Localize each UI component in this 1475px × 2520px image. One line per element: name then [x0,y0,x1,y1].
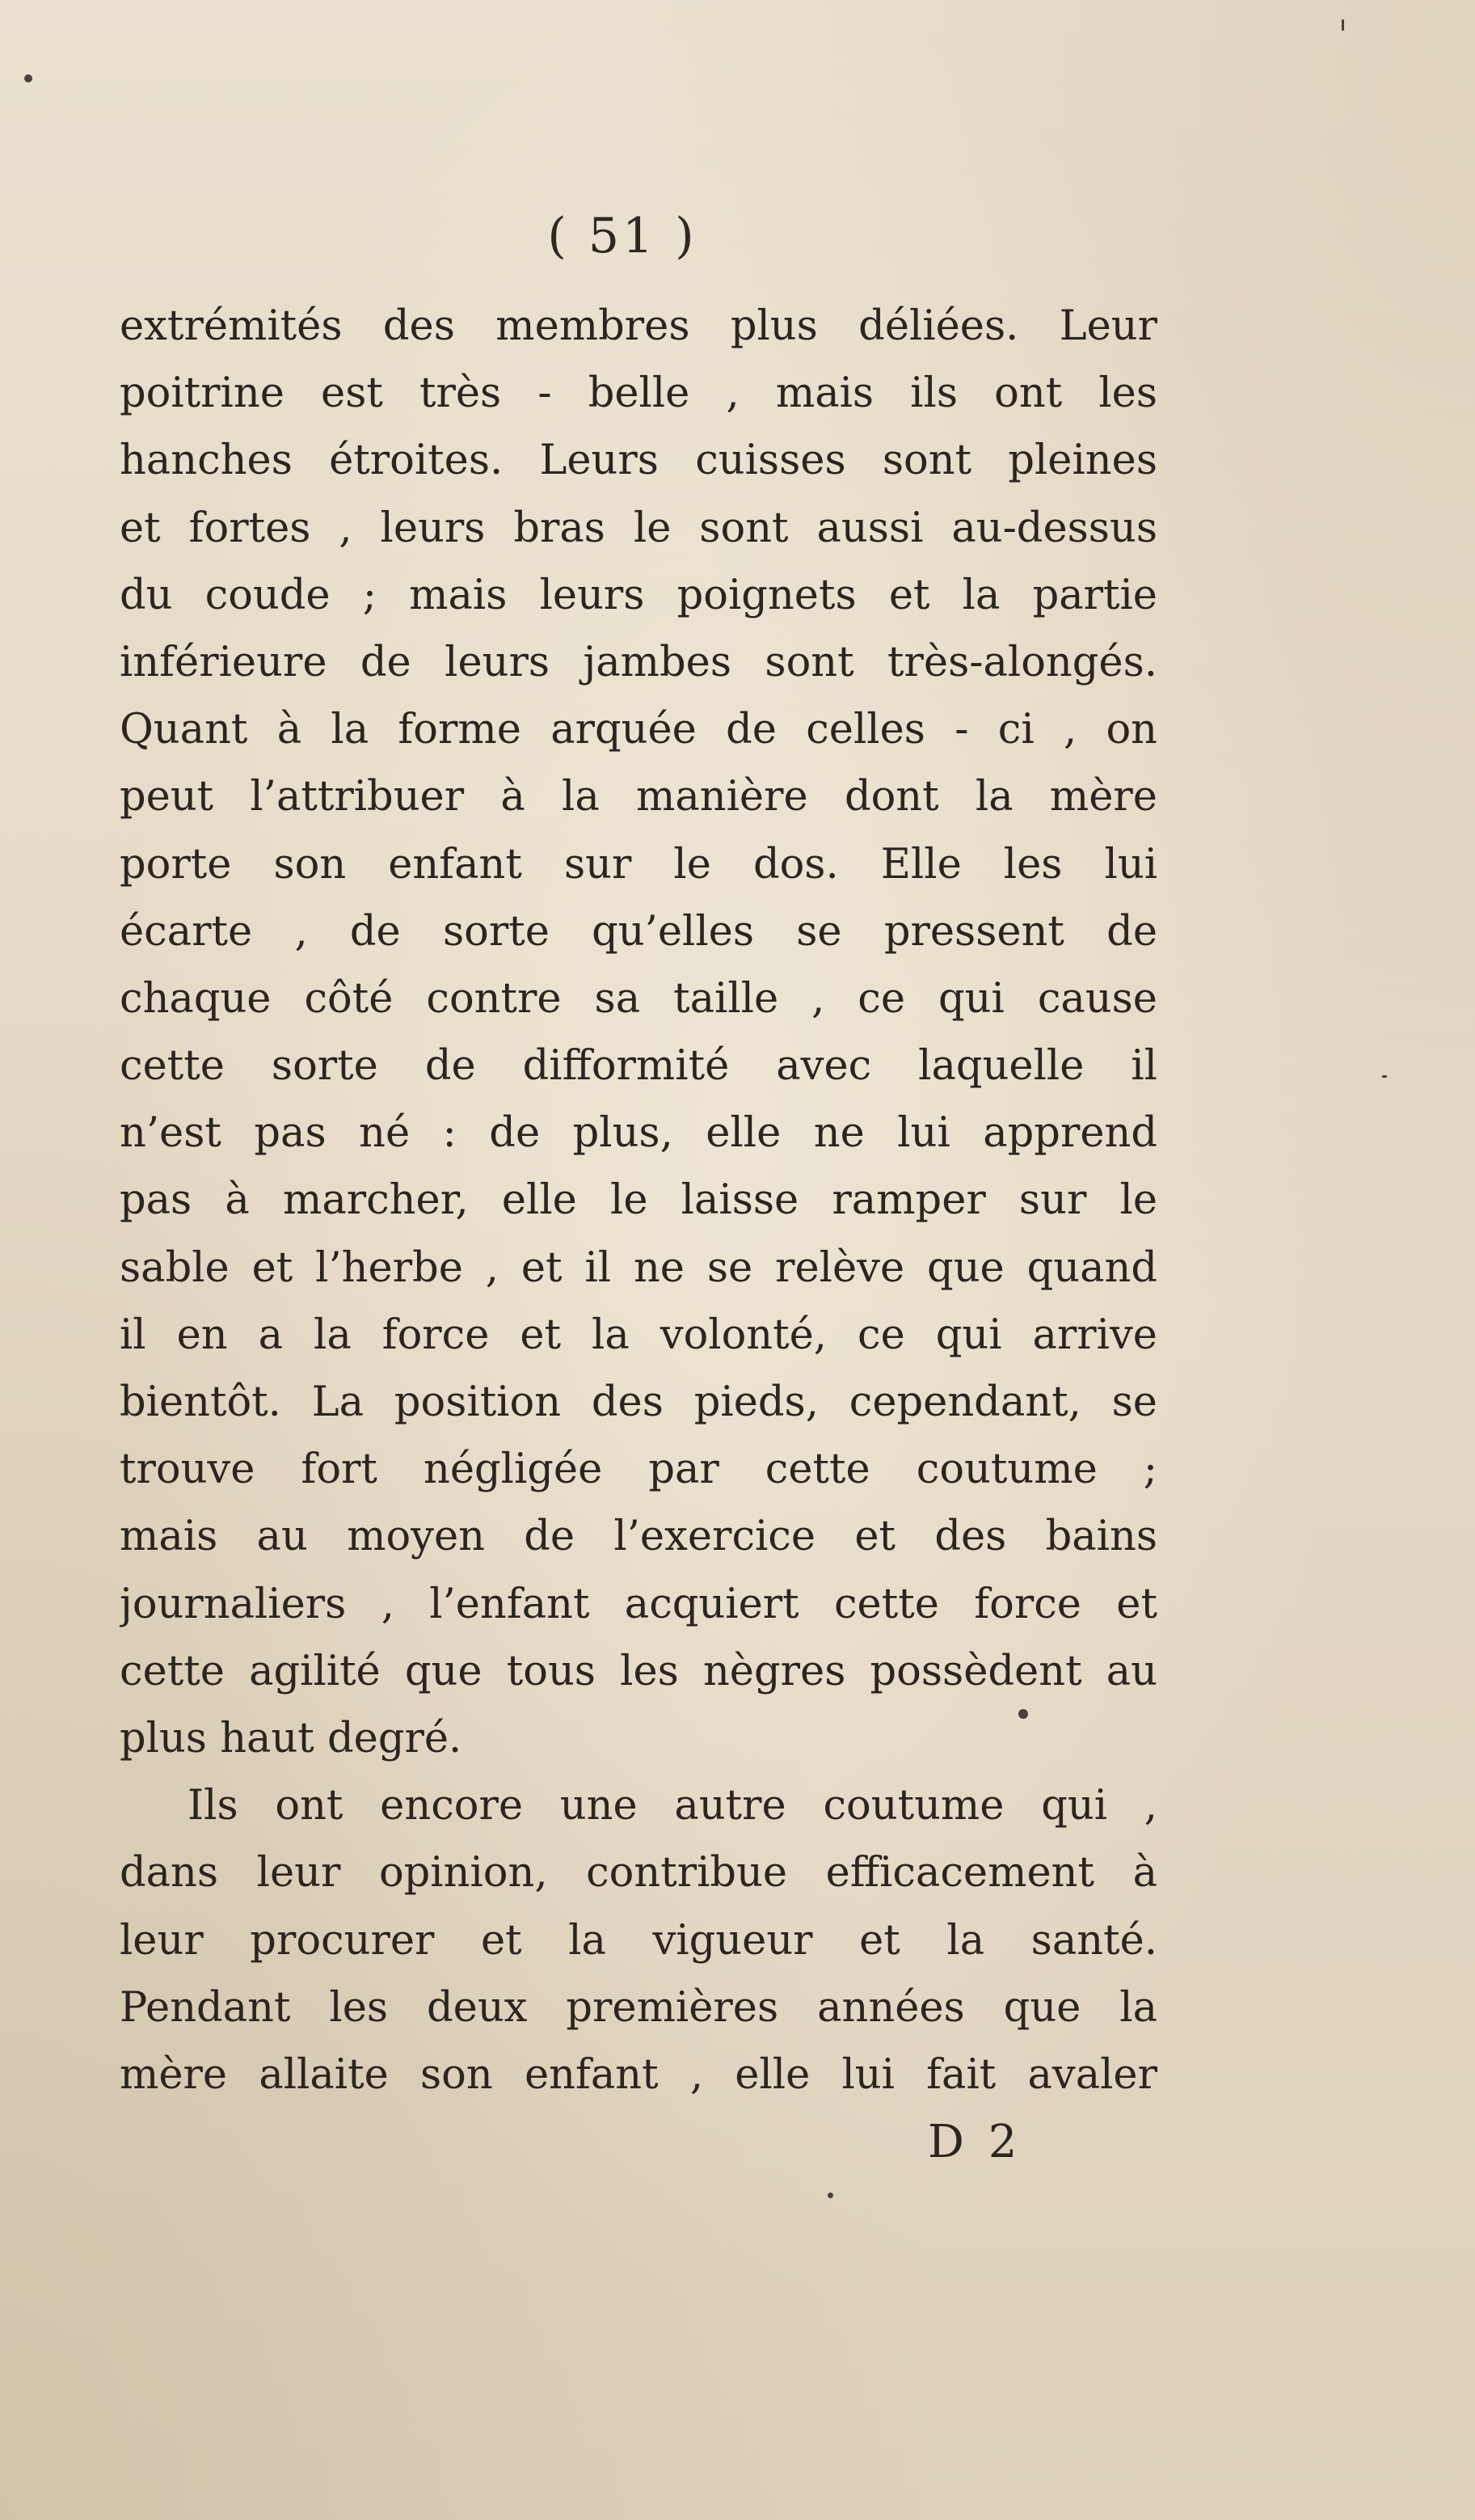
text-line: n’est pas né : de plus, elle ne lui apprend [120,1109,1157,1158]
text-line: sable et l’herbe , et il ne se relève que quand [120,1243,1157,1292]
text-line: porte son enfant sur le dos. Elle les lui [120,840,1157,889]
text-line: dans leur opinion, contribue efficacement à [120,1849,1157,1897]
text-line: extrémités des membres plus déliées. Leur [120,302,1157,350]
text-line: mère allaite son enfant , elle lui fait avaler [120,2050,1157,2099]
text-line: inférieure de leurs jambes sont très-alongés. [120,638,1157,686]
ink-speck [1342,19,1344,31]
text-line: pas à marcher, elle le laisse ramper sur le [120,1176,1157,1225]
text-line: Ils ont encore une autre coutume qui , [188,1782,1157,1830]
text-line: cette agilité que tous les nègres possèdent au [120,1647,1157,1695]
paragraph-2 [120,1772,1157,2108]
ink-speck [1382,1075,1387,1078]
page-number: ( 51 ) [547,208,697,264]
text-line: plus haut degré. [120,1714,462,1762]
text-line: Pendant les deux premières années que la [120,1983,1157,2032]
ink-speck [1018,1709,1028,1719]
text-line: peut l’attribuer à la manière dont la mère [120,773,1157,821]
text-line: bientôt. La position des pieds, cependant, se [120,1378,1157,1426]
text-line: hanches étroites. Leurs cuisses sont pleines [120,437,1157,485]
text-line: écarte , de sorte qu’elles se pressent de [120,907,1157,956]
signature-mark: D 2 [928,2116,1022,2168]
ink-speck [828,2193,833,2198]
text-line: poitrine est très - belle , mais ils ont les [120,369,1157,418]
text-line: trouve fort négligée par cette coutume ; [120,1446,1157,1494]
text-line: chaque côté contre sa taille , ce qui cause [120,974,1157,1023]
text-line: leur procurer et la vigueur et la santé. [120,1916,1157,1965]
text-line: mais au moyen de l’exercice et des bains [120,1513,1157,1561]
body-text [120,293,1157,2108]
text-line: cette sorte de difformité avec laquelle il [120,1042,1157,1091]
text-line: et fortes , leurs bras le sont aussi au-dessus [120,504,1157,552]
ink-speck [24,74,32,82]
paragraph-1 [120,293,1157,1772]
text-line: du coude ; mais leurs poignets et la partie [120,571,1157,619]
text-line: il en a la force et la volonté, ce qui arrive [120,1311,1157,1359]
text-line: journaliers , l’enfant acquiert cette force et [120,1580,1157,1628]
text-line: Quant à la forme arquée de celles - ci , on [120,706,1157,754]
